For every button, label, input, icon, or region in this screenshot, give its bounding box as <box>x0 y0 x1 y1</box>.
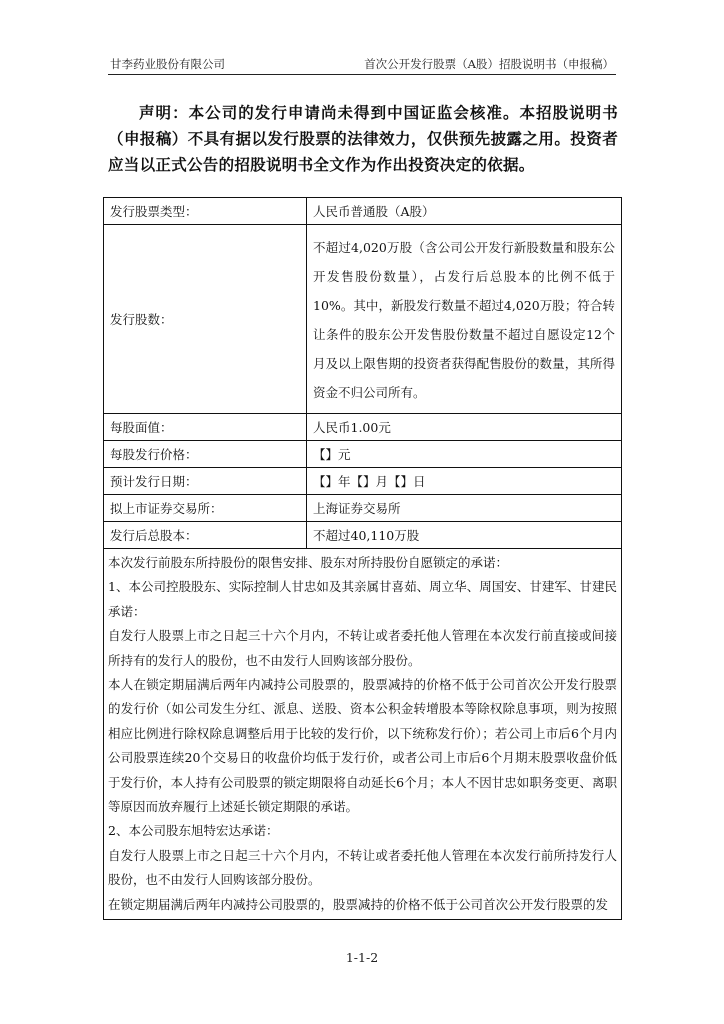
lockup-commitments-cell <box>104 549 622 920</box>
header-company: 甘李药业股份有限公司 <box>110 57 225 71</box>
table-row <box>104 495 622 522</box>
row-value: 人民币1.00元 <box>307 414 622 441</box>
row-value: 【】元 <box>307 441 622 468</box>
commitment-paragraph: 2、本公司股东旭特宏达承诺： <box>108 823 279 839</box>
row-value: 不超过4,020万股（含公司公开发行新股数量和股东公开发售股份数量），占发行后总股本的比例不低于10%。其中，新股发行数量不超过4,020万股；符合转让条件的股东公开发售股份数量不超过自愿设定12个月及以上限售期的投资者获得配售股份的数量，其所得资金不归公司所有。 <box>307 225 622 414</box>
table-row <box>104 468 622 495</box>
table-row <box>104 441 622 468</box>
row-label: 预计发行日期： <box>104 468 307 495</box>
row-value: 上海证券交易所 <box>307 495 622 522</box>
commitment-paragraph: 1、本公司控股股东、实际控制人甘忠如及其亲属甘喜茹、周立华、周国安、甘建军、甘建民承诺： <box>108 579 617 619</box>
table-row <box>104 198 622 225</box>
row-label: 拟上市证券交易所： <box>104 495 307 522</box>
row-label: 发行股票类型： <box>104 198 307 225</box>
table-row-commitments <box>104 549 622 920</box>
page-header <box>108 54 616 75</box>
row-value: 【】年【】月【】日 <box>307 468 622 495</box>
commitment-paragraph: 本次发行前股东所持股份的限售安排、股东对所持股份自愿锁定的承诺： <box>108 555 509 570</box>
row-label: 每股面值： <box>104 414 307 441</box>
table-row <box>104 414 622 441</box>
disclaimer-notice: 声明：本公司的发行申请尚未得到中国证监会核准。本招股说明书（申报稿）不具有据以发行股票的法律效力，仅供预先披露之用。投资者应当以正式公告的招股说明书全文作为作出投资决定的依据。 <box>108 104 618 174</box>
row-value: 人民币普通股（A股） <box>307 198 622 225</box>
table-row <box>104 225 622 414</box>
offering-info-table <box>103 197 622 920</box>
commitment-paragraph: 自发行人股票上市之日起三十六个月内，不转让或者委托他人管理在本次发行前直接或间接所持有的发行人的股份，也不由发行人回购该部分股份。 <box>108 628 617 668</box>
page-number: 1-1-2 <box>345 950 379 965</box>
table-row <box>104 522 622 549</box>
row-label: 发行后总股本： <box>104 522 307 549</box>
row-value: 不超过40,110万股 <box>307 522 622 549</box>
commitment-paragraph: 本人在锁定期届满后两年内减持公司股票的，股票减持的价格不低于公司首次公开发行股票的发行价（如公司发生分红、派息、送股、资本公积金转增股本等除权除息事项，则为按照相应比例进行除权除息调整后用于比较的发行价，以下统称发行价）；若公司上市后6个月内公司股票连续20个交易日的收盘价均低于发行价，或者公司上市后6个月期末股票收盘价低于发行价，本人持有公司股票的锁定期限将自动延长6个月；本人不因甘忠如职务变更、离职等原因而放弃履行上述延长锁定期限的承诺。 <box>108 677 617 815</box>
commitment-paragraph: 在锁定期届满后两年内减持公司股票的，股票减持的价格不低于公司首次公开发行股票的发 <box>108 896 609 912</box>
commitment-paragraph: 自发行人股票上市之日起三十六个月内，不转让或者委托他人管理在本次发行前所持发行人股份，也不由发行人回购该部分股份。 <box>108 847 617 888</box>
row-label: 发行股数： <box>104 225 307 414</box>
row-label: 每股发行价格： <box>104 441 307 468</box>
header-doc-title: 首次公开发行股票（A股）招股说明书（申报稿） <box>364 57 614 71</box>
